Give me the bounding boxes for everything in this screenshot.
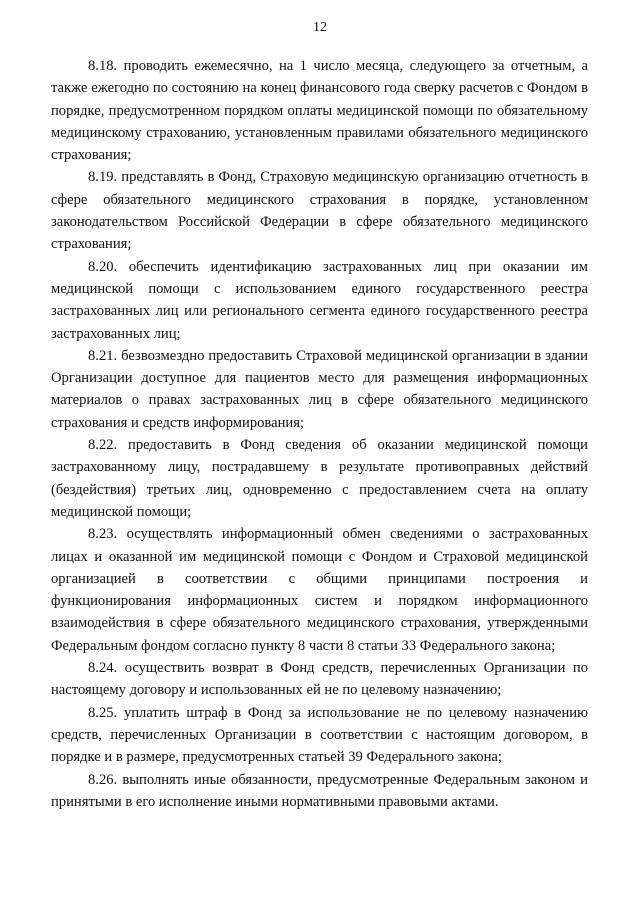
- paragraph-8-20: 8.20. обеспечить идентификацию застрахованных лиц при оказании им медицинской помощи с использованием единого государственного реестра застрахованных лиц или регионального сегмента единого государственного реестра застрахованных лиц;: [51, 258, 588, 342]
- paragraph-8-25: 8.25. уплатить штраф в Фонд за использование не по целевому назначению средств, перечисленных Организации в соответствии с настоящим договором, в порядке и в размере, предусмотренных статьей 39 Федерального закона;: [51, 704, 588, 766]
- paragraph-8-22: 8.22. предоставить в Фонд сведения об оказании медицинской помощи застрахованному лицу, пострадавшему в результате противоправных действий (бездействия) третьих лиц, одновременно с предоставлением счета на оплату медицинской помощи;: [51, 437, 588, 520]
- paragraph-8-19: 8.19. представлять в Фонд, Страховую медицинскую организацию отчетность в сфере обязательного медицинского страхования в порядке, установленном законодательством Российской Федерации в сфере обязательного медицинского страхования;: [51, 169, 588, 253]
- paragraph-8-21: 8.21. безвозмездно предоставить Страховой медицинской организации в здании Организации доступное для пациентов место для размещения информационных материалов о правах застрахованных лиц в сфере обязательного медицинского страхования и средств информирования;: [51, 347, 588, 431]
- document-body: [51, 55, 588, 813]
- paragraph-8-24: 8.24. осуществить возврат в Фонд средств, перечисленных Организации по настоящему договору и использованных ей не по целевому назначению;: [51, 660, 588, 699]
- page-number: 12: [313, 20, 327, 35]
- paragraph-8-18: 8.18. проводить ежемесячно, на 1 число месяца, следующего за отчетным, а также ежегодно по состоянию на конец финансового года сверку расчетов с Фондом в порядке, предусмотренном порядком оплаты медицинской помощи по обязательному медицинскому страхованию, установленным правилами обязательного медицинского страхования;: [51, 58, 588, 164]
- paragraph-8-23: 8.23. осуществлять информационный обмен сведениями о застрахованных лицах и оказанной им медицинской помощи с Фондом и Страховой медицинской организацией в соответствии с общими принципами построения и функционирования информационных систем и порядком информационного взаимодействия в сфере обязательного медицинского страхования, утвержденными Федеральным фондом согласно пункту 8 части 8 статьи 33 Федерального закона;: [51, 526, 588, 654]
- paragraph-8-26: 8.26. выполнять иные обязанности, предусмотренные Федеральным законом и принятыми в его исполнение иными нормативными правовыми актами.: [51, 771, 588, 810]
